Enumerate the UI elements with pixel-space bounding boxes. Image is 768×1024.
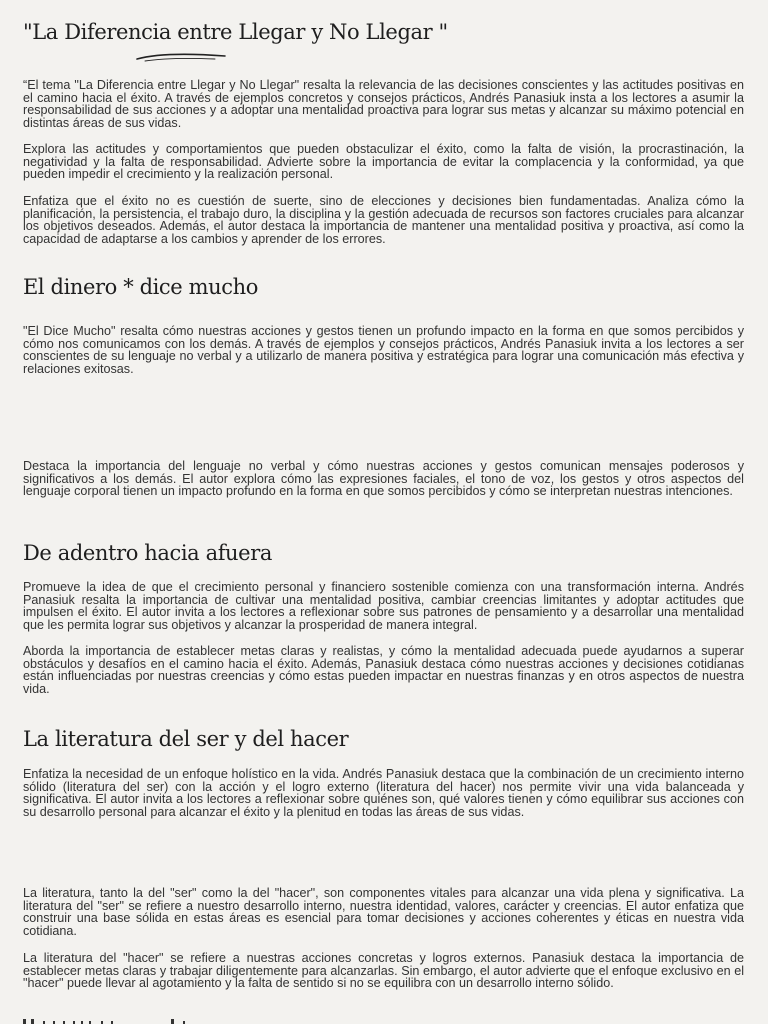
literatura-paragraph-2: La literatura, tanto la del "ser" como la del "hacer", son componentes vitales para alcanzar una vida plena y significativa. La literatura del "ser" se refiere a nuestro desarrollo interno, nuestra identidad, valores, carácter y creencias. El autor enfatiza que construir una base sólida en estas áreas es esencial para tomar decisiones y acciones coherentes y éticas en nuestra vida cotidiana.	[23, 886, 744, 938]
dinero-paragraph-1: "El Dice Mucho" resalta cómo nuestras acciones y gestos tienen un profundo impacto en la forma en que somos percibidos y cómo nos comunicamos con los demás. A través de ejemplos y consejos prácticos, Andrés Panasiuk invita a los lectores a ser conscientes de su lenguaje no verbal y a utilizarlo de manera positiva y estratégica para lograr una comunicación más efectiva y relaciones exitosas.	[23, 324, 744, 376]
cut-off-heading-fragment	[23, 1016, 223, 1024]
section-heading-dinero: El dinero * dice mucho	[23, 275, 258, 299]
intro-paragraph-1: “El tema "La Diferencia entre Llegar y No Llegar" resalta la relevancia de las decisiones conscientes y las actitudes positivas en el camino hacia el éxito. A través de ejemplos concretos y consejos prácticos, Andrés Panasiuk insta a los lectores a asumir la responsabilidad de sus acciones y a adoptar una mentalidad proactiva para lograr sus metas y alcanzar su máximo potencial en distintas áreas de sus vidas.	[23, 78, 744, 130]
section-heading-adentro: De adentro hacia afuera	[23, 541, 272, 565]
literatura-paragraph-3: La literatura del "hacer" se refiere a nuestras acciones concretas y logros externos. Panasiuk destaca la importancia de establecer metas claras y trabajar diligentemente para alcanzarlas. Sin embargo, el autor advierte que el enfoque exclusivo en el "hacer" puede llevar al agotamiento y la falta de sentido si no se equilibra con un desarrollo interno sólido.	[23, 951, 744, 991]
literatura-paragraph-1: Enfatiza la necesidad de un enfoque holístico en la vida. Andrés Panasiuk destaca que la combinación de un crecimiento interno sólido (literatura del ser) con la acción y el logro externo (literatura del hacer) nos permite vivir una vida balanceada y significativa. El autor invita a los lectores a reflexionar sobre quiénes son, qué valores tienen y cómo equilibrar sus acciones con su desarrollo personal para alcanzar el éxito y la plenitud en todas las áreas de sus vidas.	[23, 767, 744, 819]
adentro-paragraph-2: Aborda la importancia de establecer metas claras y realistas, y cómo la mentalidad adecuada puede ayudarnos a superar obstáculos y desafíos en el camino hacia el éxito. Además, Panasiuk destaca cómo nuestras acciones y decisiones cotidianas están influenciadas por nuestras creencias y cómo estas pueden impactar en nuestras finanzas y en otros aspectos de nuestra vida.	[23, 644, 744, 696]
page-title: "La Diferencia entre Llegar y No Llegar "	[23, 20, 448, 44]
adentro-paragraph-1: Promueve la idea de que el crecimiento personal y financiero sostenible comienza con una transformación interna. Andrés Panasiuk resalta la importancia de cultivar una mentalidad positiva, cambiar creencias limitantes y adoptar actitudes que impulsen el éxito. El autor invita a los lectores a reflexionar sobre sus patrones de pensamiento y a desarrollar una mentalidad que les permita lograr sus objetivos y alcanzar la prosperidad de manera integral.	[23, 580, 744, 632]
section-heading-literatura: La literatura del ser y del hacer	[23, 727, 349, 751]
title-swash-ornament	[135, 50, 227, 64]
intro-paragraph-3: Enfatiza que el éxito no es cuestión de suerte, sino de elecciones y decisiones bien fundamentadas. Analiza cómo la planificación, la persistencia, el trabajo duro, la disciplina y la gestión adecuada de recursos son factores cruciales para alcanzar los objetivos deseados. Además, el autor destaca la importancia de mantener una mentalidad positiva y proactiva, así como la capacidad de adaptarse a los cambios y aprender de los errores.	[23, 194, 744, 246]
dinero-paragraph-2: Destaca la importancia del lenguaje no verbal y cómo nuestras acciones y gestos comunican mensajes poderosos y significativos a los demás. El autor explora cómo las expresiones faciales, el tono de voz, los gestos y otros aspectos del lenguaje corporal tienen un impacto profundo en la forma en que somos percibidos y cómo se interpretan nuestras intenciones.	[23, 459, 744, 499]
intro-paragraph-2: Explora las actitudes y comportamientos que pueden obstaculizar el éxito, como la falta de visión, la procrastinación, la negatividad y la falta de responsabilidad. Advierte sobre la importancia de evitar la complacencia y la conformidad, ya que pueden impedir el crecimiento y la realización personal.	[23, 142, 744, 182]
